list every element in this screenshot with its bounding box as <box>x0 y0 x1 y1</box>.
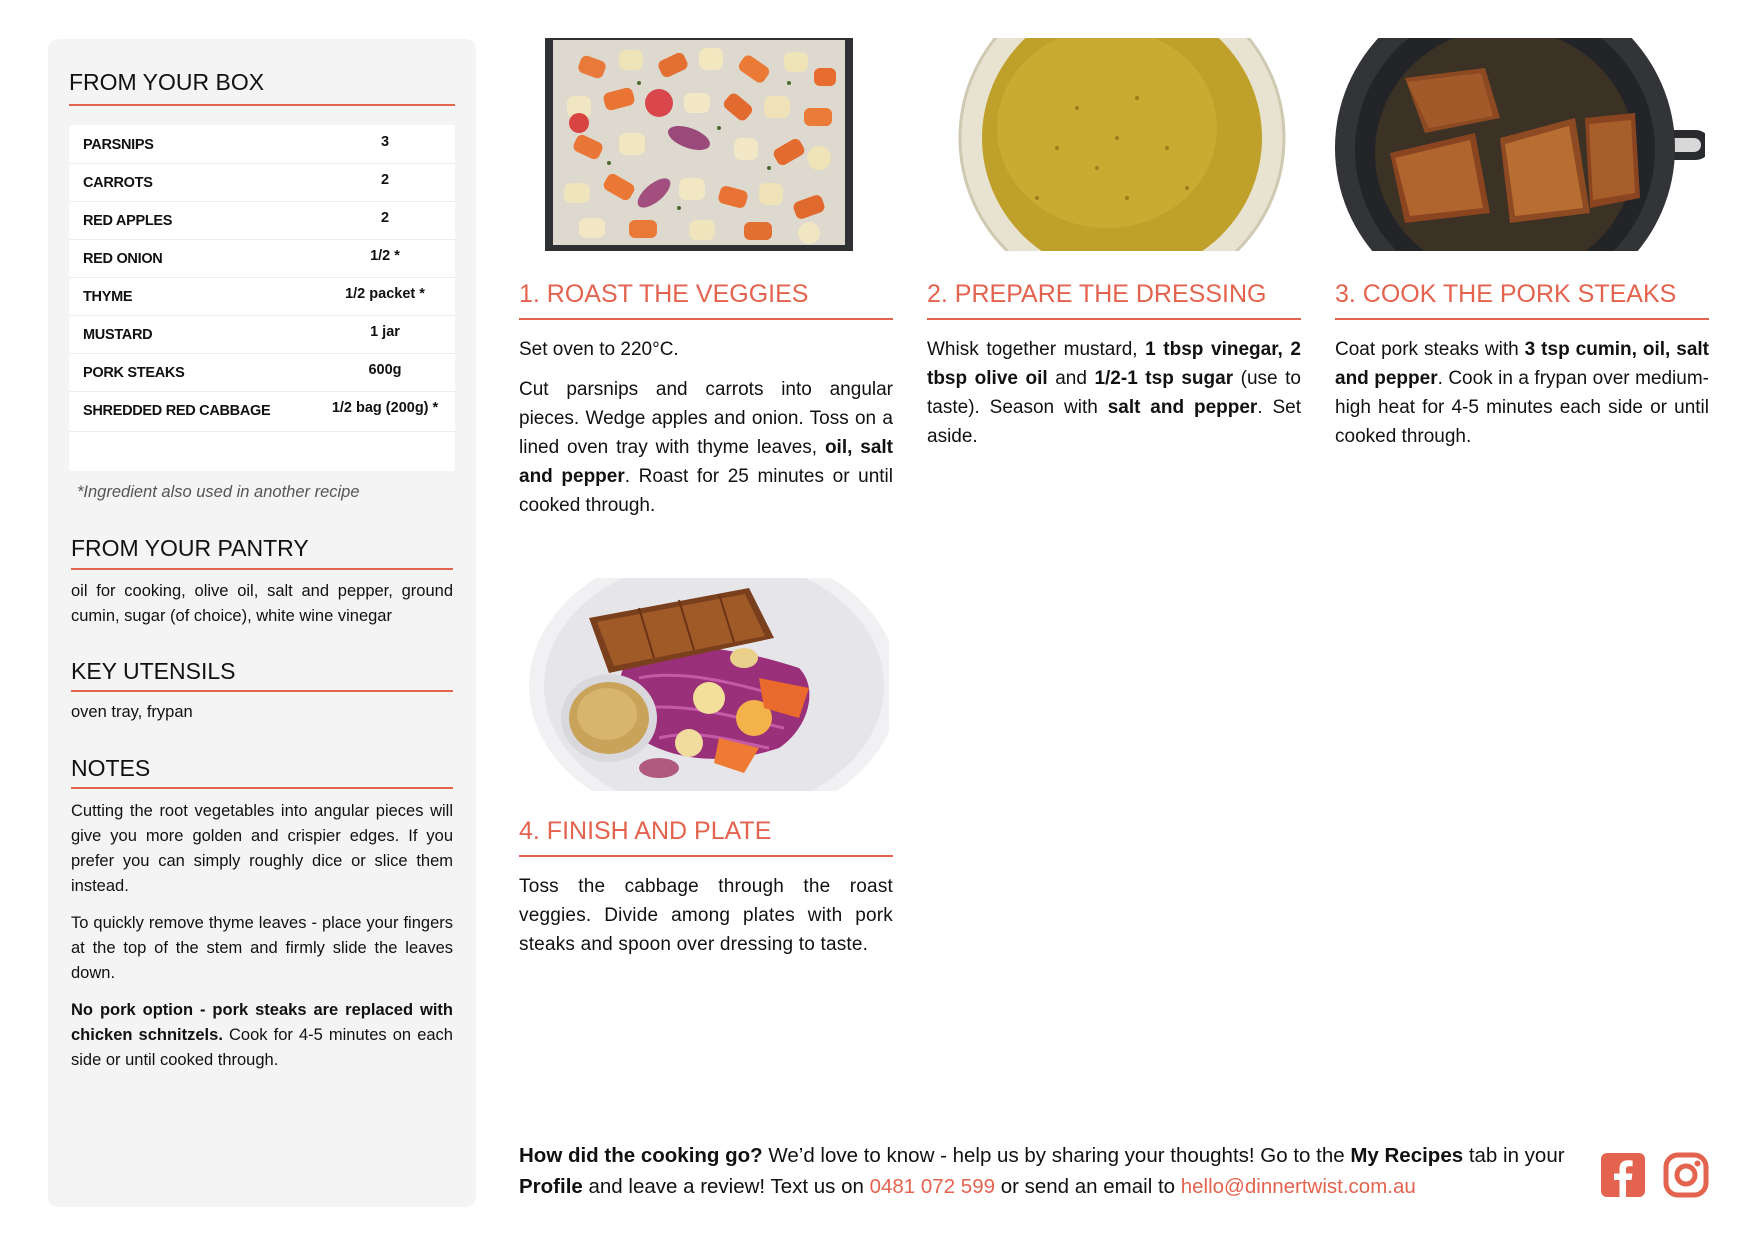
ingredient-qty: 2 <box>380 172 390 188</box>
step-3-paragraph <box>1335 335 1709 451</box>
step-3-text-a: Coat pork steaks with <box>1335 339 1525 360</box>
notes-paragraph-1: Cutting the root vegetables into angular pieces will give you more golden and crispier edges. If you prefer you can simply roughly dice or slice them instead. <box>71 802 453 895</box>
ingredient-name: PARSNIPS <box>83 137 154 153</box>
ingredient-name: RED APPLES <box>83 213 173 229</box>
ingredients-panel <box>48 39 476 1207</box>
ingredient-qty: 1/2 * <box>370 248 400 264</box>
roast-veggies-image <box>519 38 889 251</box>
step-2-title: 2. PREPARE THE DRESSING <box>927 280 1267 308</box>
table-row <box>69 277 455 316</box>
ingredient-qty: 2 <box>380 210 390 226</box>
table-row <box>69 315 455 354</box>
footer-question: How did the cooking go? <box>519 1144 763 1167</box>
step-2-text-d: 1/2-1 tsp sugar <box>1094 368 1234 389</box>
step-1-title: 1. ROAST THE VEGGIES <box>519 280 809 308</box>
ingredient-qty: 1 jar <box>370 324 400 340</box>
table-row <box>69 391 455 432</box>
step-3-text-c: . Cook in a frypan over medium-high heat for 4-5 minutes each side or until cooked through. <box>1335 368 1709 447</box>
utensils-title-rule <box>71 690 453 692</box>
box-title-rule <box>69 104 455 106</box>
step-1-instructions <box>519 335 893 531</box>
no-pork-option-detail: Cook for 4-5 minutes on each side or until cooked through. <box>71 1026 453 1069</box>
ingredient-qty: 1/2 bag (200g) * <box>331 400 439 416</box>
step-3-rule <box>1335 318 1709 320</box>
facebook-icon[interactable] <box>1600 1152 1646 1198</box>
table-row <box>69 163 455 202</box>
ingredient-footnote: *Ingredient also used in another recipe <box>77 483 360 501</box>
instagram-icon[interactable] <box>1663 1152 1709 1198</box>
notes-title: NOTES <box>71 755 151 781</box>
step-3-text-b: 3 tsp cumin, oil, salt and pepper <box>1335 339 1709 389</box>
phone-link[interactable]: 0481 072 599 <box>869 1175 995 1198</box>
step-1-rule <box>519 318 893 320</box>
ingredient-name: THYME <box>83 289 133 305</box>
step-2-paragraph <box>927 335 1301 451</box>
ingredient-name: SHREDDED RED CABBAGE <box>83 403 271 419</box>
step-2-text-f: salt and pepper <box>1107 397 1258 418</box>
step-1-text-c: . Roast for 25 minutes or until cooked through. <box>519 466 893 516</box>
step-3-title: 3. COOK THE PORK STEAKS <box>1335 280 1677 308</box>
ingredients-table <box>69 125 455 471</box>
step-3-instructions <box>1335 335 1709 462</box>
notes-title-rule <box>71 787 453 789</box>
ingredient-qty: 3 <box>380 134 390 150</box>
email-link[interactable]: hello@dinnertwist.com.au <box>1180 1175 1416 1198</box>
table-row <box>69 201 455 240</box>
pantry-title-rule <box>71 568 453 570</box>
footer-text-2: tab in your <box>1463 1144 1565 1167</box>
step-1-text-bold: oil, salt and pepper <box>519 437 894 487</box>
ingredient-name: MUSTARD <box>83 327 153 343</box>
no-pork-option-text: No pork option - pork steaks are replaced with chicken schnitzels. <box>71 1001 453 1044</box>
footer-text-4: or send an email to <box>995 1175 1181 1198</box>
table-row <box>69 239 455 278</box>
footer-text-1: We’d love to know - help us by sharing your thoughts! Go to the <box>762 1144 1351 1167</box>
step-4-paragraph: Toss the cabbage through the roast veggies. Divide among plates with pork steaks and spoon over dressing to taste. <box>519 876 893 955</box>
notes-paragraph-2: To quickly remove thyme leaves - place your fingers at the top of the stem and firmly slide the leaves down. <box>71 914 453 982</box>
table-row <box>69 353 455 392</box>
table-row <box>69 125 455 164</box>
dressing-image <box>927 38 1297 251</box>
step-2-text-c: and <box>1047 368 1095 389</box>
ingredient-qty: 1/2 packet * <box>345 286 425 302</box>
ingredient-name: RED ONION <box>83 251 163 267</box>
step-4-rule <box>519 855 893 857</box>
feedback-footer <box>519 1140 1579 1202</box>
my-recipes-link[interactable]: My Recipes <box>1350 1144 1464 1167</box>
from-your-box-title: FROM YOUR BOX <box>69 69 265 95</box>
step-2-instructions <box>927 335 1301 462</box>
pork-steaks-image <box>1335 38 1705 251</box>
step-2-text-a: Whisk together mustard, <box>927 339 1146 360</box>
notes-paragraph-3 <box>71 998 453 1073</box>
step-1-text-a: Cut parsnips and carrots into angular pieces. Wedge apples and onion. Toss on a lined oven tray with thyme leaves, <box>519 379 893 458</box>
step-1-paragraph-1: Set oven to 220°C. <box>519 339 679 360</box>
key-utensils-title: KEY UTENSILS <box>71 658 236 684</box>
step-2-text-e: (use to taste). Season with <box>927 368 1301 418</box>
step-4-instructions <box>519 872 893 970</box>
ingredient-qty: 600g <box>368 362 402 378</box>
plated-dish-image <box>519 578 889 791</box>
step-1-paragraph-2 <box>519 375 893 520</box>
pantry-text: oil for cooking, olive oil, salt and pepper, ground cumin, sugar (of choice), white wine vinegar <box>71 582 453 625</box>
step-2-rule <box>927 318 1301 320</box>
ingredient-name: PORK STEAKS <box>83 365 185 381</box>
footer-text-3: and leave a review! Text us on <box>582 1175 870 1198</box>
utensils-text: oven tray, frypan <box>71 703 193 721</box>
profile-link[interactable]: Profile <box>519 1175 583 1198</box>
step-4-title: 4. FINISH AND PLATE <box>519 817 772 845</box>
from-your-pantry-title: FROM YOUR PANTRY <box>71 535 309 561</box>
step-2-text-b: 1 tbsp vinegar, 2 tbsp olive oil <box>927 339 1301 389</box>
step-2-text-g: . Set aside. <box>927 397 1302 447</box>
ingredient-name: CARROTS <box>83 175 153 191</box>
